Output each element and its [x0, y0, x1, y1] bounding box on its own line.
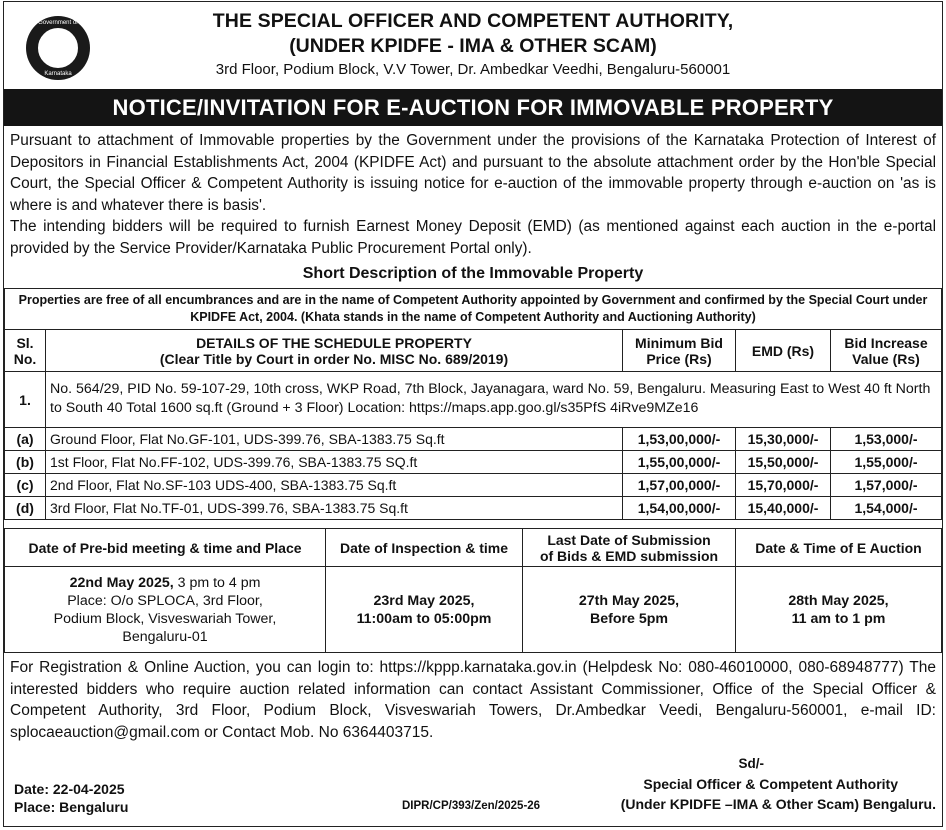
signature-sd: Sd/- [738, 756, 764, 771]
table-row [5, 497, 942, 520]
notice-place: Place: Bengaluru [14, 799, 129, 815]
authority-address: 3rd Floor, Podium Block, V.V Tower, Dr. Ambedkar Veedhi, Bengaluru-560001 [215, 61, 731, 78]
row-desc: 1st Floor, Flat No.FF-102, UDS-399.76, SBA-1383.75 SQ.ft [46, 451, 623, 474]
row-bid-increase: 1,55,000/- [831, 451, 942, 474]
row-min-bid: 1,57,00,000/- [623, 474, 736, 497]
header-details [46, 330, 623, 372]
row-desc: Ground Floor, Flat No.GF-101, UDS-399.76, SBA-1383.75 Sq.ft [46, 428, 623, 451]
property-sl: 1. [5, 372, 46, 428]
row-desc: 2nd Floor, Flat No.SF-103 UDS-400, SBA-1383.75 Sq.ft [46, 474, 623, 497]
row-min-bid: 1,53,00,000/- [623, 428, 736, 451]
notice-header [4, 2, 942, 89]
auction-time: 11 am to 1 pm [791, 610, 886, 627]
row-sl: (a) [5, 428, 46, 451]
intro-paragraph-2: The intending bidders will be required to furnish Earnest Money Deposit (EMD) (as mentioned against each auction in the e-portal provided by the Service Provider/Karnataka Public Procurement Portal only). [10, 218, 936, 257]
prebid-place-line1: Place: O/o SPLOCA, 3rd Floor, [67, 592, 263, 609]
signatory-subtitle: (Under KPIDFE –IMA & Other Scam) Bengaluru. [620, 796, 936, 812]
header-emd: EMD (Rs) [736, 330, 831, 372]
intro-paragraph-1: Pursuant to attachment of Immovable properties by the Government under the provisions of the Karnataka Protection of Interest of Depositors in Financial Establishments Act, 2004 (KPIDFE Act) and pursuant to the absolute attachment order by the Hon'ble Special Court, the Special Officer & Competent Authority is issuing notice for e-auction of the immovable property through e-auction on 'as is where is and whatever there is basis'. [10, 132, 936, 214]
inspection-date: 23rd May 2025, [373, 592, 475, 609]
schedule-submission [523, 567, 736, 653]
submission-date: 27th May 2025, [578, 592, 680, 609]
table-row [5, 451, 942, 474]
intro-text [4, 126, 942, 259]
inspection-time: 11:00am to 05:00pm [356, 610, 492, 627]
section-title: Short Description of the Immovable Property [302, 265, 644, 282]
row-emd: 15,40,000/- [736, 497, 831, 520]
table-row [5, 428, 942, 451]
emblem-text-top: Government of [38, 20, 78, 26]
government-emblem-icon [26, 16, 90, 80]
dipr-reference: DIPR/CP/393/Zen/2025-26 [402, 800, 541, 812]
schedule-inspection [326, 567, 523, 653]
registration-text: For Registration & Online Auction, you can login to: https://kppp.karnataka.gov.in (Helpdesk No: 080-46010000, 080-68948777) The interested bidders who require auction related information can contact Assistant Commissioner, Office of the Special Officer & Competent Authority, 3rd Floor, Podium Block, Visveswariah Towers, Dr.Ambedkar Veedi, Bengaluru-560001, e-mail ID: splocaeauction@gmail.com or Contact Mob. No 6364403715. [10, 659, 936, 741]
prebid-date: 22nd May 2025, [69, 574, 174, 591]
row-emd: 15,50,000/- [736, 451, 831, 474]
schedule-header-submission-line2: of Bids & EMD submission [539, 547, 719, 564]
submission-time: Before 5pm [589, 610, 669, 627]
row-min-bid: 1,55,00,000/- [623, 451, 736, 474]
schedule-auction [736, 567, 942, 653]
signature-block [4, 756, 942, 826]
schedule-header-submission [523, 529, 736, 567]
row-emd: 15,30,000/- [736, 428, 831, 451]
prebid-place-line2: Podium Block, Visveswariah Tower, [53, 610, 277, 627]
schedule-header-auction: Date & Time of E Auction [736, 529, 942, 567]
schedule-header-submission-line1: Last Date of Submission [547, 531, 711, 548]
schedule-header-inspection: Date of Inspection & time [326, 529, 523, 567]
row-min-bid: 1,54,00,000/- [623, 497, 736, 520]
row-desc: 3rd Floor, Flat No.TF-01, UDS-399.76, SBA-1383.75 Sq.ft [46, 497, 623, 520]
property-description: No. 564/29, PID No. 59-107-29, 10th cross, WKP Road, 7th Block, Jayanagara, ward No. 59, Bengaluru. Measuring East to West 40 ft North to South 40 Total 1600 sq.ft (Ground + 3 Floor) Location: https://maps.app.goo.gl/s35PfS 4iRve9MZe16 [46, 372, 942, 428]
schedule-prebid [5, 567, 326, 653]
header-details-line2: (Clear Title by Court in order No. MISC No. 689/2019) [159, 350, 509, 367]
row-emd: 15,70,000/- [736, 474, 831, 497]
row-bid-increase: 1,53,000/- [831, 428, 942, 451]
schedule-table [4, 528, 942, 653]
notice-page [3, 1, 943, 827]
header-bid-increase: Bid Increase Value (Rs) [831, 330, 942, 372]
table-row [5, 474, 942, 497]
property-table [4, 288, 942, 520]
row-bid-increase: 1,54,000/- [831, 497, 942, 520]
auction-date: 28th May 2025, [788, 592, 889, 609]
property-note: Properties are free of all encumbrances and are in the name of Competent Authority appointed by Government and confirmed by the Special Court under KPIDFE Act, 2004. (Khata stands in the name of Competent Authority and Auctioning Authority) [5, 289, 942, 330]
row-sl: (d) [5, 497, 46, 520]
header-details-line1: DETAILS OF THE SCHEDULE PROPERTY [196, 334, 472, 351]
row-sl: (b) [5, 451, 46, 474]
schedule-header-prebid: Date of Pre-bid meeting & time and Place [5, 529, 326, 567]
row-sl: (c) [5, 474, 46, 497]
prebid-time: 3 pm to 4 pm [173, 574, 261, 591]
emblem-text-bottom: Karnataka [44, 71, 72, 77]
notice-banner: NOTICE/INVITATION FOR E-AUCTION FOR IMMOVABLE PROPERTY [4, 89, 942, 126]
notice-date-place [14, 780, 128, 816]
header-sl: Sl. No. [5, 330, 46, 372]
header-min-bid: Minimum Bid Price (Rs) [623, 330, 736, 372]
authority-title: THE SPECIAL OFFICER AND COMPETENT AUTHORITY, [212, 10, 734, 32]
row-bid-increase: 1,57,000/- [831, 474, 942, 497]
prebid-place-line3: Bengaluru-01 [122, 628, 208, 645]
signatory-title: Special Officer & Competent Authority [643, 776, 898, 792]
notice-date: Date: 22-04-2025 [14, 781, 125, 797]
authority-subtitle: (UNDER KPIDFE - IMA & OTHER SCAM) [289, 35, 657, 57]
